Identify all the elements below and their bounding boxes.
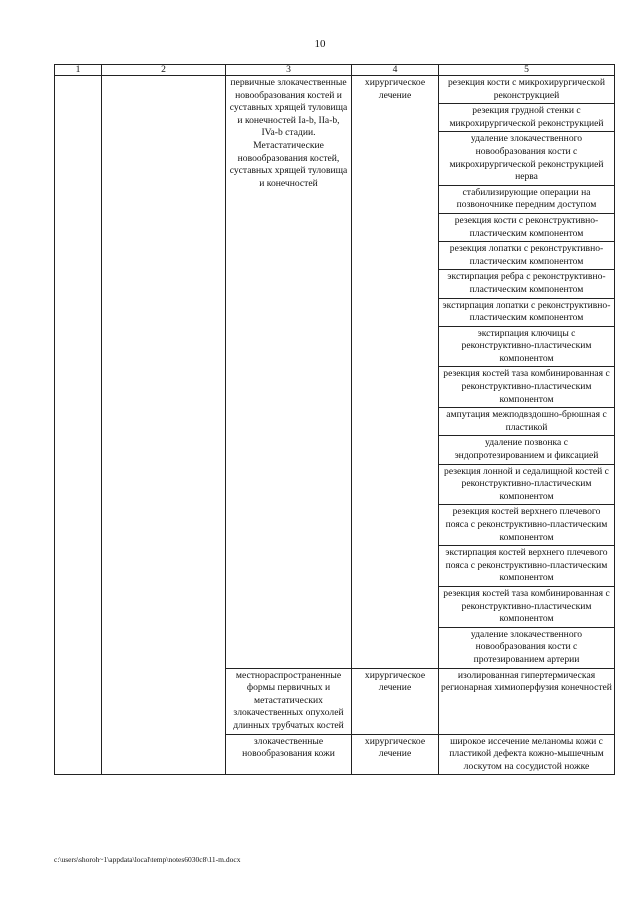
- footer-file-path: c:\users\shoroh~1\appdata\local\temp\notes6030c8\11-m.docx: [54, 855, 241, 864]
- page-number: 10: [314, 38, 326, 50]
- method-cell: экстирпация лопатки с реконструктивно-пластическим компонентом: [439, 298, 615, 326]
- method-cell: экстирпация костей верхнего плечевого пояса с реконструктивно-пластическим компонентом: [439, 546, 615, 587]
- method-cell: резекция лонной и седалищной костей с реконструктивно-пластическим компонентом: [439, 464, 615, 505]
- method-cell: ампутация межподвздошно-брюшная с пластикой: [439, 408, 615, 436]
- condition-cell: злокачественные новообразования кожи: [226, 734, 352, 775]
- treatment-cell: хирургическое лечение: [352, 76, 439, 669]
- method-cell: экстирпация ребра с реконструктивно-пластическим компонентом: [439, 270, 615, 298]
- treatment-cell: хирургическое лечение: [352, 668, 439, 734]
- header-cell: 4: [352, 65, 439, 76]
- method-cell: удаление позвонка с эндопротезированием и фиксацией: [439, 436, 615, 464]
- method-cell: резекция костей таза комбинированная с реконструктивно-пластическим компонентом: [439, 586, 615, 627]
- method-cell: широкое иссечение меланомы кожи с пластикой дефекта кожно-мышечным лоскутом на сосудистой ножке: [439, 734, 615, 775]
- header-row: [55, 65, 615, 76]
- method-cell: экстирпация ключицы с реконструктивно-пластическим компонентом: [439, 326, 615, 367]
- method-cell: резекция костей верхнего плечевого пояса с реконструктивно-пластическим компонентом: [439, 505, 615, 546]
- method-cell: резекция лопатки с реконструктивно-пластическим компонентом: [439, 242, 615, 270]
- col1-cell: [55, 76, 102, 775]
- treatment-cell: хирургическое лечение: [352, 734, 439, 775]
- method-cell: изолированная гипертермическая регионарная химиоперфузия конечностей: [439, 668, 615, 734]
- col2-cell: [102, 76, 226, 775]
- method-cell: удаление злокачественного новообразования кости с микрохирургической реконструкцией нерва: [439, 132, 615, 185]
- header-cell: 2: [102, 65, 226, 76]
- method-cell: резекция кости с микрохирургической реконструкцией: [439, 76, 615, 104]
- table-row: [55, 76, 615, 104]
- condition-cell: местнораспространенные формы первичных и метастатических злокачественных опухолей длинных трубчатых костей: [226, 668, 352, 734]
- method-cell: удаление злокачественного новообразования кости с протезированием артерии: [439, 627, 615, 668]
- method-cell: резекция кости с реконструктивно-пластическим компонентом: [439, 213, 615, 241]
- header-cell: 1: [55, 65, 102, 76]
- procedures-table: [54, 64, 615, 775]
- condition-cell: первичные злокачественные новообразования костей и суставных хрящей туловища и конечностей Ia-b, IIa-b, IVa-b стадии. Метастатические новообразования костей, суставных хрящей туловища и конечностей: [226, 76, 352, 669]
- method-cell: резекция грудной стенки с микрохирургической реконструкцией: [439, 104, 615, 132]
- header-cell: 3: [226, 65, 352, 76]
- header-cell: 5: [439, 65, 615, 76]
- method-cell: стабилизирующие операции на позвоночнике передним доступом: [439, 185, 615, 213]
- method-cell: резекция костей таза комбинированная с реконструктивно-пластическим компонентом: [439, 367, 615, 408]
